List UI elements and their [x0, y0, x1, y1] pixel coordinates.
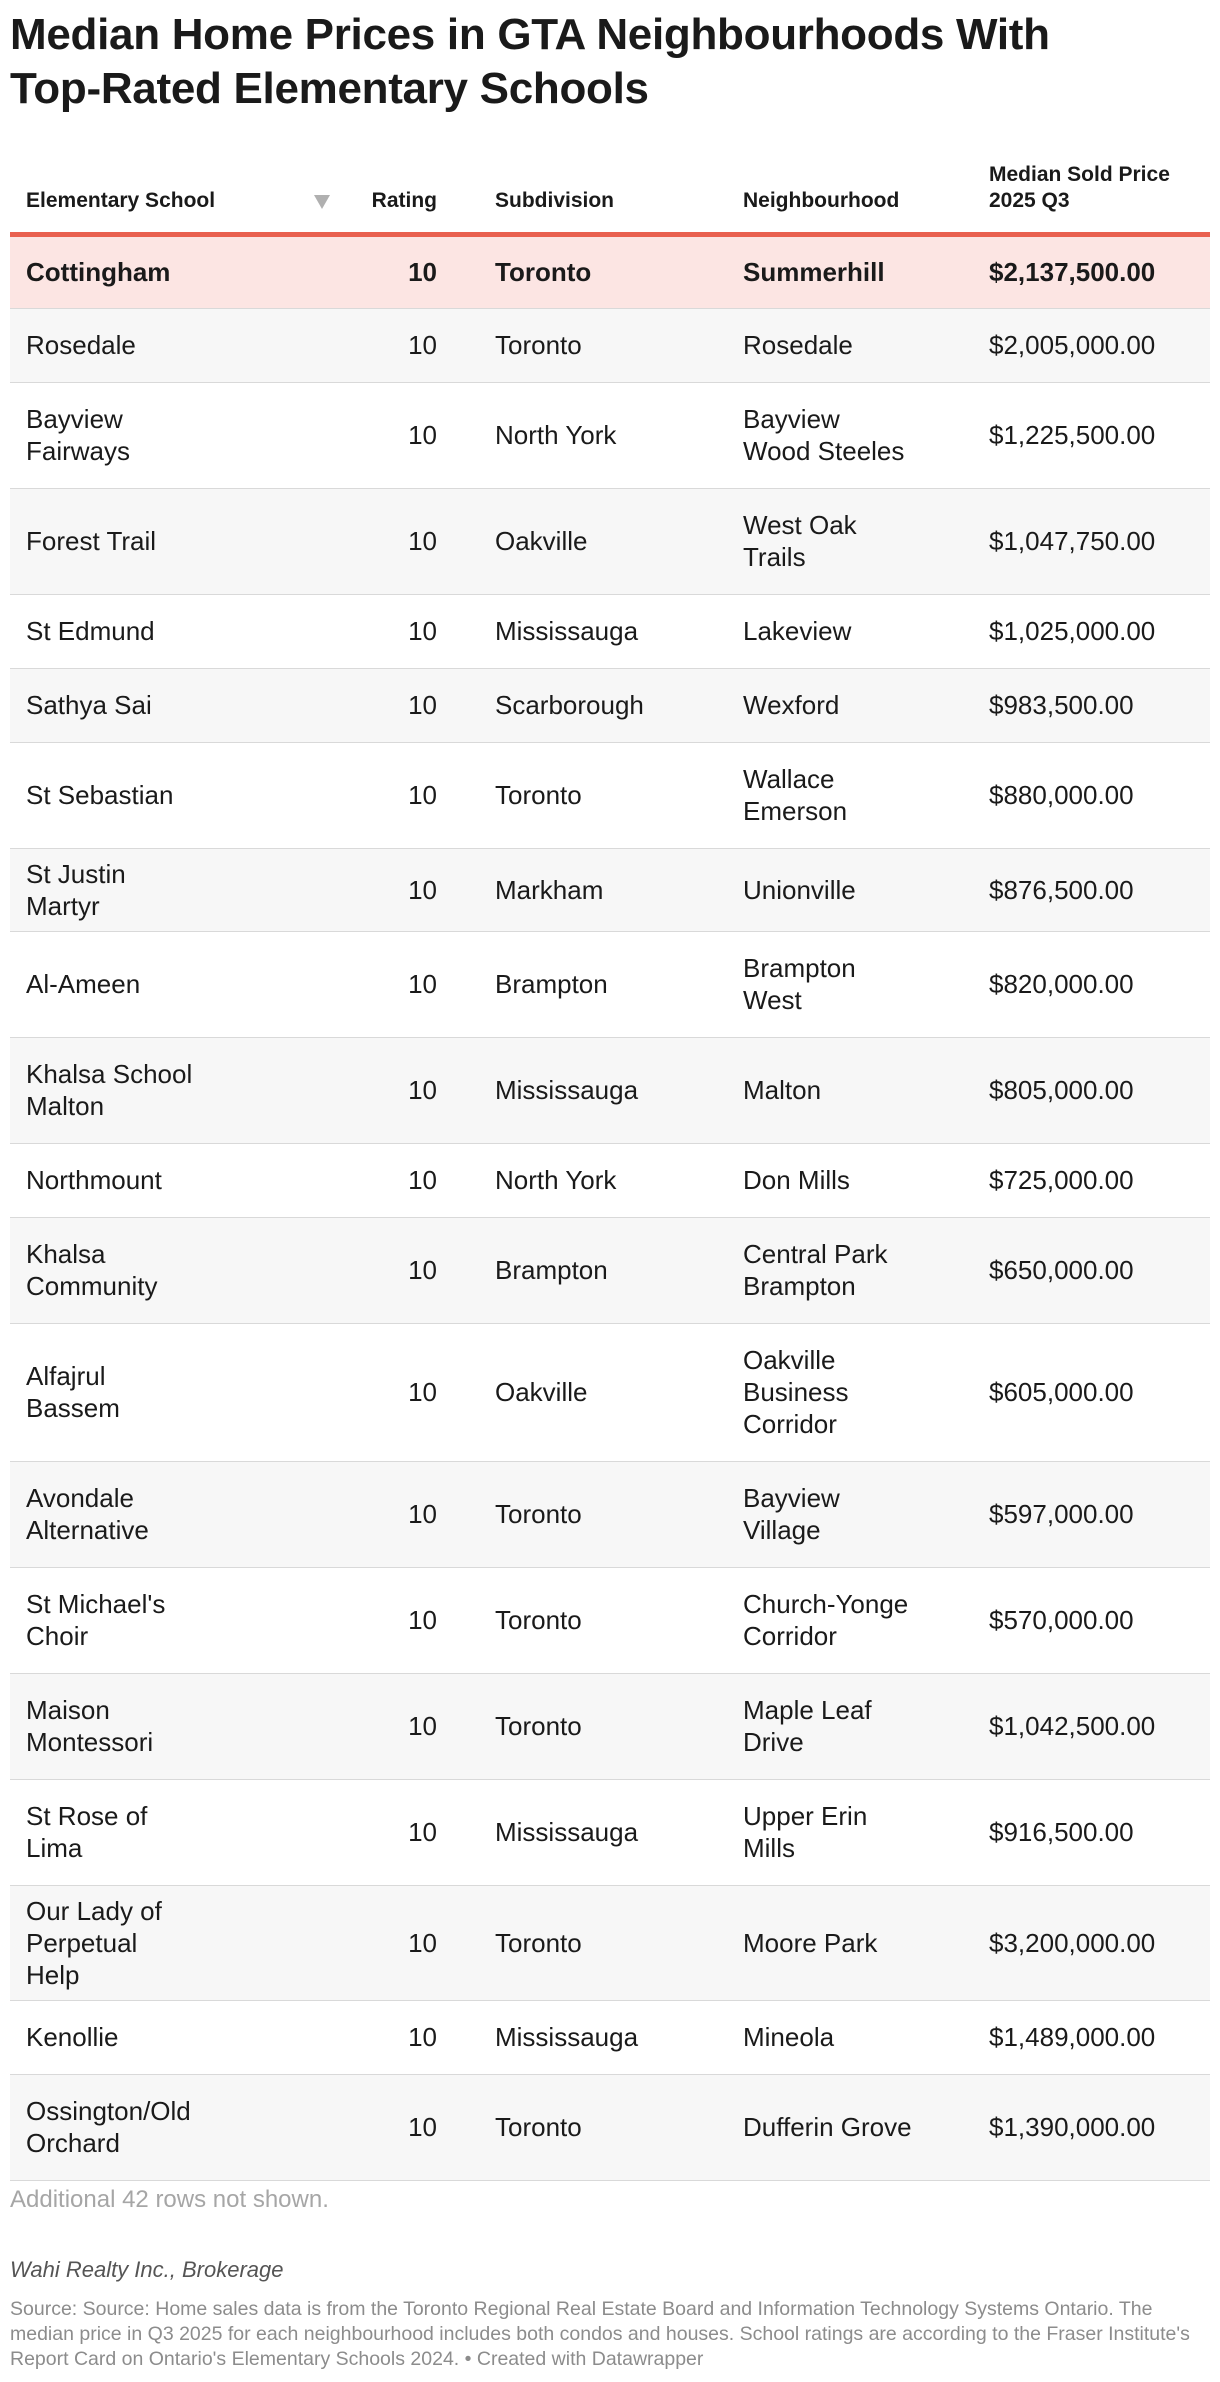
table-row [10, 1217, 1210, 1323]
table-row [10, 2074, 1210, 2180]
cell-neighbourhood: Dufferin Grove [727, 2074, 973, 2180]
column-header-school-label: Elementary School [26, 188, 216, 212]
cell-neighbourhood: Church-Yonge Corridor [727, 1567, 973, 1673]
cell-rating: 10 [346, 1037, 479, 1143]
cell-neighbourhood: Rosedale [727, 308, 973, 382]
sort-descending-icon[interactable] [314, 195, 330, 209]
cell-rating: 10 [346, 1143, 479, 1217]
header-row [10, 148, 1210, 234]
cell-subdivision: Toronto [479, 1461, 727, 1567]
cell-price: $1,047,750.00 [973, 488, 1210, 594]
cell-school: Khalsa School Malton [10, 1037, 346, 1143]
cell-subdivision: Scarborough [479, 668, 727, 742]
cell-rating: 10 [346, 1567, 479, 1673]
cell-school: Maison Montessori [10, 1673, 346, 1779]
cell-subdivision: Oakville [479, 1323, 727, 1461]
cell-rating: 10 [346, 848, 479, 931]
cell-neighbourhood: Mineola [727, 2000, 973, 2074]
cell-neighbourhood: Unionville [727, 848, 973, 931]
table-row [10, 1037, 1210, 1143]
cell-price: $725,000.00 [973, 1143, 1210, 1217]
cell-school: Sathya Sai [10, 668, 346, 742]
cell-price: $805,000.00 [973, 1037, 1210, 1143]
table-row [10, 2000, 1210, 2074]
cell-school: St Sebastian [10, 742, 346, 848]
table-row [10, 1323, 1210, 1461]
cell-neighbourhood: Maple Leaf Drive [727, 1673, 973, 1779]
cell-rating: 10 [346, 1461, 479, 1567]
cell-rating: 10 [346, 931, 479, 1037]
column-header-rating[interactable]: Rating [346, 148, 479, 234]
cell-school: St Justin Martyr [10, 848, 346, 931]
cell-neighbourhood: Oakville Business Corridor [727, 1323, 973, 1461]
cell-price: $3,200,000.00 [973, 1885, 1210, 2000]
cell-price: $650,000.00 [973, 1217, 1210, 1323]
cell-subdivision: Toronto [479, 2074, 727, 2180]
cell-price: $916,500.00 [973, 1779, 1210, 1885]
cell-subdivision: Brampton [479, 931, 727, 1037]
table-row [10, 1673, 1210, 1779]
cell-school: Kenollie [10, 2000, 346, 2074]
cell-rating: 10 [346, 668, 479, 742]
table-row [10, 1885, 1210, 2000]
cell-neighbourhood: Don Mills [727, 1143, 973, 1217]
data-table [10, 148, 1210, 2181]
cell-school: Avondale Alternative [10, 1461, 346, 1567]
cell-price: $1,042,500.00 [973, 1673, 1210, 1779]
column-header-neighbourhood[interactable]: Neighbourhood [727, 148, 973, 234]
table-row [10, 1567, 1210, 1673]
rows-not-shown-note: Additional 42 rows not shown. [10, 2186, 329, 2213]
table-body [10, 234, 1210, 2180]
cell-school: St Edmund [10, 594, 346, 668]
brand-byline: Wahi Realty Inc., Brokerage [10, 2257, 284, 2282]
cell-rating: 10 [346, 742, 479, 848]
cell-neighbourhood: Bayview Wood Steeles [727, 382, 973, 488]
chart-title: Median Home Prices in GTA Neighbourhoods With Top-Rated Elementary Schools [10, 10, 1050, 113]
cell-school: St Rose of Lima [10, 1779, 346, 1885]
cell-school: Forest Trail [10, 488, 346, 594]
cell-subdivision: North York [479, 1143, 727, 1217]
cell-price: $1,489,000.00 [973, 2000, 1210, 2074]
cell-school: Ossington/Old Orchard [10, 2074, 346, 2180]
table-row [10, 848, 1210, 931]
column-header-school[interactable] [10, 148, 346, 234]
cell-subdivision: Mississauga [479, 1779, 727, 1885]
cell-price: $570,000.00 [973, 1567, 1210, 1673]
cell-subdivision: Toronto [479, 1567, 727, 1673]
cell-neighbourhood: Brampton West [727, 931, 973, 1037]
cell-subdivision: Mississauga [479, 594, 727, 668]
cell-subdivision: Toronto [479, 1673, 727, 1779]
cell-school: Northmount [10, 1143, 346, 1217]
cell-neighbourhood: Upper Erin Mills [727, 1779, 973, 1885]
table-row [10, 594, 1210, 668]
cell-school: Bayview Fairways [10, 382, 346, 488]
cell-subdivision: Oakville [479, 488, 727, 594]
table-row [10, 1779, 1210, 1885]
cell-neighbourhood: Summerhill [727, 234, 973, 308]
cell-school: St Michael's Choir [10, 1567, 346, 1673]
cell-subdivision: North York [479, 382, 727, 488]
cell-price: $2,137,500.00 [973, 234, 1210, 308]
column-header-subdivision[interactable]: Subdivision [479, 148, 727, 234]
cell-neighbourhood: Wexford [727, 668, 973, 742]
cell-price: $1,225,500.00 [973, 382, 1210, 488]
cell-rating: 10 [346, 1779, 479, 1885]
cell-price: $1,025,000.00 [973, 594, 1210, 668]
table-row [10, 308, 1210, 382]
table-row [10, 931, 1210, 1037]
cell-rating: 10 [346, 2000, 479, 2074]
cell-subdivision: Markham [479, 848, 727, 931]
cell-school: Our Lady of Perpetual Help [10, 1885, 346, 2000]
column-header-price[interactable]: Median Sold Price 2025 Q3 [973, 148, 1210, 234]
cell-rating: 10 [346, 1217, 479, 1323]
cell-price: $876,500.00 [973, 848, 1210, 931]
cell-neighbourhood: Moore Park [727, 1885, 973, 2000]
cell-neighbourhood: Bayview Village [727, 1461, 973, 1567]
cell-neighbourhood: Wallace Emerson [727, 742, 973, 848]
cell-rating: 10 [346, 488, 479, 594]
cell-neighbourhood: Central Park Brampton [727, 1217, 973, 1323]
cell-subdivision: Mississauga [479, 2000, 727, 2074]
cell-price: $880,000.00 [973, 742, 1210, 848]
cell-price: $2,005,000.00 [973, 308, 1210, 382]
table-row [10, 382, 1210, 488]
cell-school: Rosedale [10, 308, 346, 382]
table-row [10, 1461, 1210, 1567]
cell-subdivision: Mississauga [479, 1037, 727, 1143]
cell-price: $820,000.00 [973, 931, 1210, 1037]
cell-school: Khalsa Community [10, 1217, 346, 1323]
cell-price: $597,000.00 [973, 1461, 1210, 1567]
cell-rating: 10 [346, 1885, 479, 2000]
cell-neighbourhood: Malton [727, 1037, 973, 1143]
cell-subdivision: Toronto [479, 1885, 727, 2000]
cell-subdivision: Toronto [479, 742, 727, 848]
table-row-highlighted [10, 234, 1210, 308]
cell-rating: 10 [346, 594, 479, 668]
cell-school: Al-Ameen [10, 931, 346, 1037]
cell-subdivision: Brampton [479, 1217, 727, 1323]
cell-price: $605,000.00 [973, 1323, 1210, 1461]
cell-school: Cottingham [10, 234, 346, 308]
cell-price: $983,500.00 [973, 668, 1210, 742]
cell-rating: 10 [346, 1323, 479, 1461]
cell-neighbourhood: West Oak Trails [727, 488, 973, 594]
table-row [10, 488, 1210, 594]
table-row [10, 1143, 1210, 1217]
cell-rating: 10 [346, 308, 479, 382]
table-row [10, 742, 1210, 848]
cell-rating: 10 [346, 234, 479, 308]
cell-school: Alfajrul Bassem [10, 1323, 346, 1461]
cell-price: $1,390,000.00 [973, 2074, 1210, 2180]
cell-rating: 10 [346, 382, 479, 488]
cell-rating: 10 [346, 1673, 479, 1779]
cell-subdivision: Toronto [479, 234, 727, 308]
table-row [10, 668, 1210, 742]
cell-neighbourhood: Lakeview [727, 594, 973, 668]
source-note: Source: Source: Home sales data is from the Toronto Regional Real Estate Board and Information Technology Systems Ontario. The median price in Q3 2025 for each neighbourhood includes both condos and houses. School ratings are according to the Fraser Institute's Report Card on Ontario's Elementary Schools 2024. • Created with Datawrapper [10, 2298, 1190, 2370]
cell-rating: 10 [346, 2074, 479, 2180]
cell-subdivision: Toronto [479, 308, 727, 382]
